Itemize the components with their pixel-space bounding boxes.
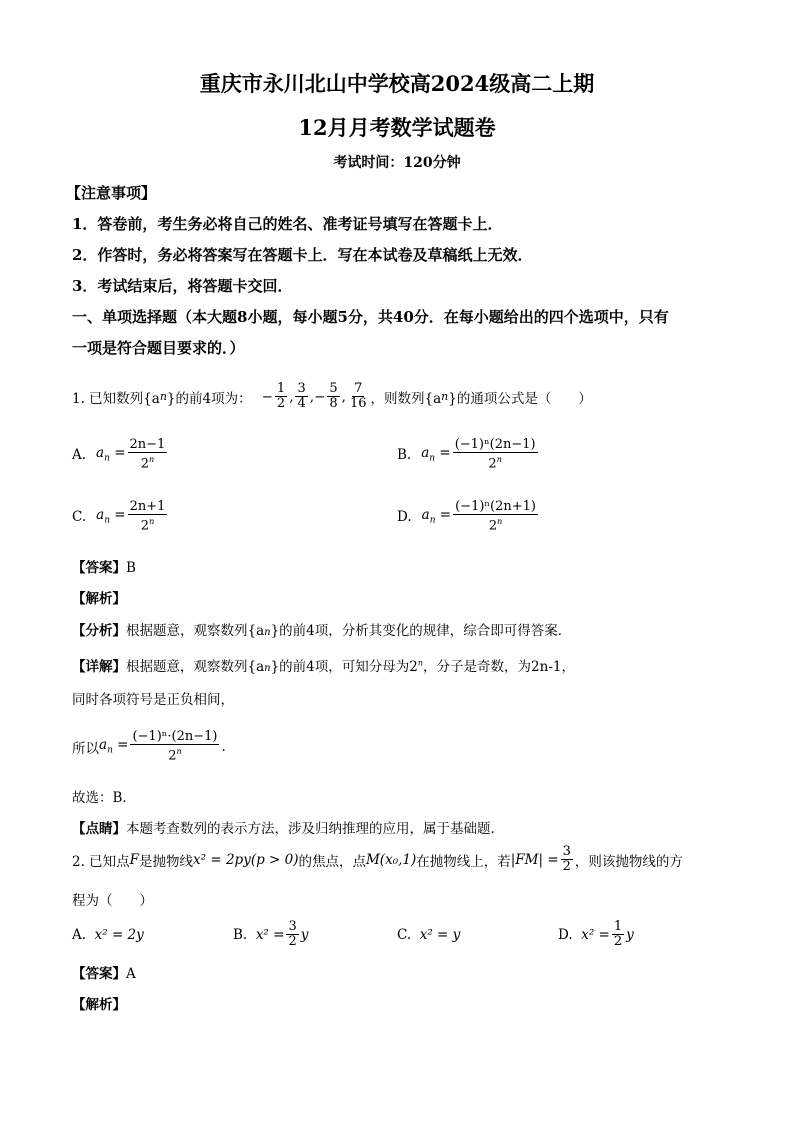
q2-option-b — [233, 920, 308, 949]
q1-stem-part-c: ，则数列{a — [370, 390, 442, 407]
option-label: C. — [72, 508, 87, 525]
q1-option-b: B. $a_n$ = $\frac{\text{(−1)ⁿ(2n−1)}}{2^n}$ — [397, 437, 536, 472]
seq-num: 7 — [354, 381, 363, 396]
q2-option-a — [72, 927, 144, 943]
xiangjie-tag: 【详解】 — [72, 659, 126, 675]
q2-parabola: x² = 2py(p > 0) — [193, 851, 299, 868]
q2-answer — [72, 962, 136, 982]
notice-heading: 【注意事项】 — [66, 184, 157, 202]
q1-guxuan: 故选：B． — [72, 790, 136, 806]
notice-item-2: 2．作答时，务必将答案写在答题卡上．写在本试卷及草稿纸上无效． — [72, 246, 533, 264]
q2-stem-a: 2. 已知点 — [72, 853, 130, 870]
dianjing-tag: 【点睛】 — [72, 821, 126, 837]
option-num: (−1)ⁿ(2n−1) — [454, 437, 536, 452]
option-den: 2 — [488, 518, 498, 534]
xiangjie-b: }的前4项，可知分母为2 — [270, 659, 418, 675]
q1-stem-part-b: }的前4项为： — [166, 390, 252, 407]
q1-option-a: A. $a_n$ = $\frac{2n-1}{2^n}$ — [72, 437, 166, 472]
q1-xiangjie-line-2: 同时各项符号是正负相间， — [72, 692, 234, 708]
seq-num: 3 — [297, 381, 306, 396]
seq-den: 4 — [297, 396, 306, 411]
option-text-b: y — [626, 926, 634, 943]
option-den: 2 — [140, 456, 149, 472]
q1-stem-part-a: 1. 已知数列{a — [72, 390, 160, 407]
option-den: 2 — [288, 934, 297, 949]
option-den: 2 — [613, 934, 623, 949]
answer-value: B — [126, 560, 136, 576]
option-label: D. — [558, 926, 573, 943]
q2-option-d — [558, 920, 634, 949]
option-den: 2 — [488, 456, 497, 472]
fm-den: 2 — [562, 859, 571, 874]
q2-stem-e: ，则该抛物线的方 — [574, 853, 683, 870]
fenxi-tag: 【分析】 — [72, 623, 126, 639]
seq-den: 2 — [276, 396, 286, 411]
q1-option-d: D. $a_n$ = $\frac{\text{(−1)ⁿ(2n+1)}}{2^n}$ — [397, 499, 536, 534]
seq-num: 5 — [329, 381, 338, 396]
option-label: A. — [72, 927, 87, 943]
formula-num: (−1)ⁿ·(2n−1) — [132, 729, 218, 744]
option-text: x² = y — [419, 927, 461, 943]
q1-stem: 1. 已知数列{a n }的前4项为： − $\frac{1}{2}$ , $\frac{3}{4}$ , − $\frac{5}{8}$ , $\frac{7}{16}$ ，则数列{a n }的通项公式是（ ） — [72, 381, 592, 411]
seq-sign: − — [261, 388, 273, 405]
notice-item-3: 3．考试结束后，将答题卡交回． — [72, 277, 293, 295]
dianjing-text: 本题考查数列的表示方法，涉及归纳推理的应用，属于基础题． — [126, 821, 504, 837]
q1-fenxi: 【分析】根据题意，观察数列{an}的前4项，分析其变化的规律，综合即可得答案． — [72, 623, 572, 639]
option-text-a: x² = — [581, 926, 610, 943]
q2-point-m: M(x₀,1) — [365, 851, 417, 868]
q1-stem-part-d: }的通项公式是（ ） — [448, 390, 592, 407]
option-label: A. — [72, 446, 87, 463]
option-den: 2 — [140, 518, 150, 534]
option-text: x² = 2y — [94, 927, 144, 943]
seq-num: 1 — [276, 381, 286, 396]
seq-sign: − — [314, 388, 326, 405]
formula-den: 2 — [168, 748, 177, 764]
q1-dianjing — [72, 817, 504, 837]
option-num: 3 — [288, 919, 297, 934]
answer-tag: 【答案】 — [72, 560, 126, 576]
option-label: B. — [397, 446, 412, 463]
section-heading-line-2: 一项是符合题目要求的．） — [72, 339, 245, 357]
q2-analysis-tag: 【解析】 — [72, 997, 126, 1013]
seq-den: 8 — [329, 396, 338, 411]
exam-time: 考试时间：120分钟 — [333, 155, 461, 171]
fm-num: 3 — [562, 844, 571, 859]
q1-xiangjie: 【详解】根据题意，观察数列{an}的前4项，可知分母为2$^n$，分子是奇数，为2n-1， — [72, 658, 575, 675]
option-num: 2n−1 — [129, 437, 166, 452]
answer-tag: 【答案】 — [72, 966, 126, 982]
suoyi: 所以 — [72, 740, 99, 757]
q2-fm: |FM| = — [510, 851, 559, 868]
q1-conclusion-formula: 所以 $a_n$ = $\frac{\text{(−1)ⁿ·(2n−1)}}{2^n}$ . — [72, 729, 226, 764]
answer-value: A — [126, 966, 136, 982]
option-label: B. — [233, 926, 248, 943]
q2-stem — [72, 845, 683, 874]
option-num: 2n+1 — [129, 499, 166, 514]
q2-stem-line-2: 程为（ ） — [72, 893, 153, 909]
q1-sequence: − $\frac{1}{2}$ , $\frac{3}{4}$ , − $\frac{5}{8}$ , $\frac{7}{16}$ — [261, 381, 367, 411]
title-line-2: 12月月考数学试题卷 — [298, 115, 496, 140]
xiangjie-a: 根据题意，观察数列{a — [126, 659, 265, 675]
option-num: (−1)ⁿ(2n+1) — [455, 499, 536, 514]
q1-option-c: C. $a_n$ = $\frac{2n+1}{2^n}$ — [72, 499, 166, 534]
title-line-1: 重庆市永川北山中学校高2024级高二上期 — [199, 71, 595, 96]
q1-analysis-tag: 【解析】 — [72, 591, 126, 607]
option-num: 1 — [613, 919, 623, 934]
fenxi-a: 根据题意，观察数列{a — [126, 623, 265, 639]
seq-den: 16 — [349, 396, 367, 411]
option-text-b: y — [300, 926, 309, 943]
notice-item-1: 1．答卷前，考生务必将自己的姓名、准考证号填写在答题卡上． — [72, 215, 503, 233]
section-heading-line-1: 一、单项选择题（本大题8小题，每小题5分，共40分．在每小题给出的四个选项中，只有 — [72, 308, 669, 326]
fenxi-b: }的前4项，分析其变化的规律，综合即可得答案． — [270, 623, 572, 639]
q2-point-f: F — [129, 851, 140, 868]
q2-stem-d: 在抛物线上，若 — [416, 853, 511, 870]
q2-stem-c: 的焦点，点 — [298, 853, 366, 870]
q1-answer — [72, 556, 136, 576]
xiangjie-c: ，分子是奇数，为2n-1， — [423, 659, 575, 675]
option-text-a: x² = — [255, 926, 285, 943]
q2-option-c — [397, 927, 460, 943]
q2-stem-b: 是抛物线 — [139, 853, 194, 870]
option-label: C. — [397, 927, 412, 943]
option-label: D. — [397, 508, 412, 525]
